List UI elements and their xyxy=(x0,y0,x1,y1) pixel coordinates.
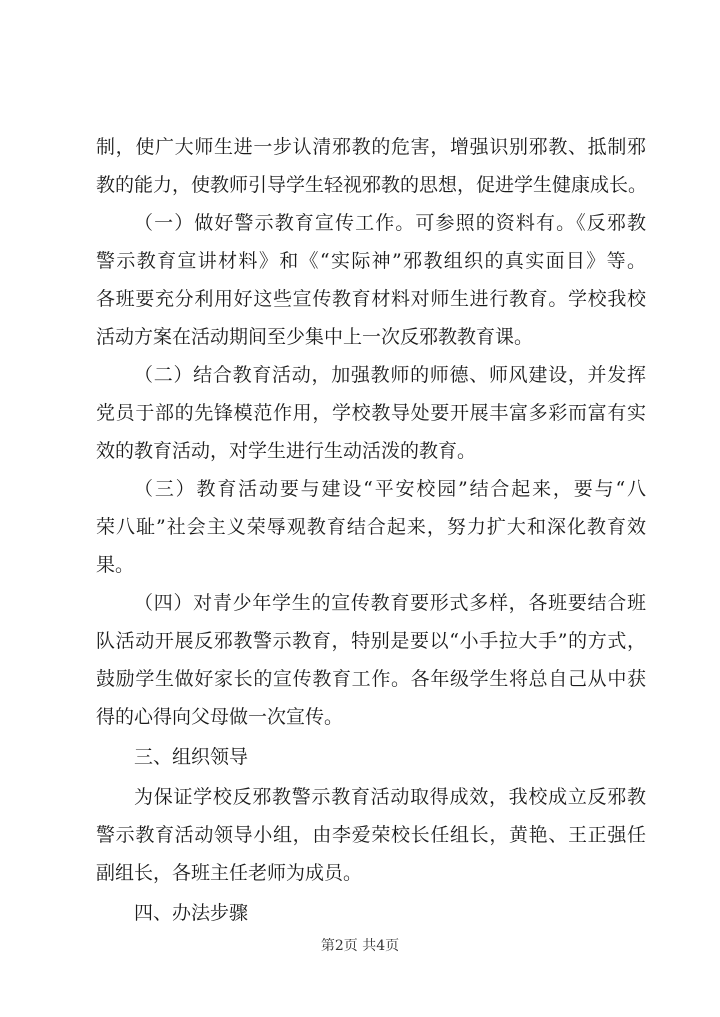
paragraph-first-line: （一）做好警示教育宣传工作。可参照的资料有。《反邪教 xyxy=(134,212,646,234)
body-line: 得的心得向父母做一次宣传。 xyxy=(96,706,344,728)
body-line: 活动方案在活动期间至少集中上一次反邪教教育课。 xyxy=(96,326,534,348)
body-line: 鼓励学生做好家长的宣传教育工作。各年级学生将总自己从中获 xyxy=(96,668,646,690)
section-heading: 四、办法步骤 xyxy=(134,902,249,924)
document-body xyxy=(96,128,646,934)
paragraph-first-line: （二）结合教育活动，加强教师的师德、师风建设，并发挥 xyxy=(134,364,646,386)
section-heading: 三、组织领导 xyxy=(134,746,249,768)
body-line: 副组长，各班主任老师为成员。 xyxy=(96,862,363,884)
body-line: 队活动开展反邪教警示教育，特别是要以“小手拉大手”的方式， xyxy=(96,630,646,652)
paragraph-first-line: （四）对青少年学生的宣传教育要形式多样，各班要结合班 xyxy=(134,592,646,614)
paragraph-first-line: 为保证学校反邪教警示教育活动取得成效，我校成立反邪教 xyxy=(134,786,646,808)
paragraph-first-line: （三）教育活动要与建设“平安校园”结合起来，要与“八 xyxy=(134,478,646,500)
body-line: 教的能力，使教师引导学生轻视邪教的思想，促进学生健康成长。 xyxy=(96,174,648,196)
body-line: 党员于部的先锋模范作用，学校教导处要开展丰富多彩而富有实 xyxy=(96,402,646,424)
body-line: 果。 xyxy=(96,554,135,576)
body-line: 警示教育宣讲材料》和《“实际神”邪教组织的真实面目》等。 xyxy=(96,250,646,272)
body-line: 各班要充分利用好这些宣传教育材料对师生进行教育。学校我校 xyxy=(96,288,646,310)
page-number: 第2页 共4页 xyxy=(320,938,400,954)
body-line: 效的教育活动，对学生进行生动活泼的教育。 xyxy=(96,440,477,462)
body-line: 警示教育活动领导小组，由李爱荣校长任组长，黄艳、王正强任 xyxy=(96,824,646,846)
body-line: 制，使广大师生进一步认清邪教的危害，增强识别邪教、抵制邪 xyxy=(96,136,646,158)
body-line: 荣八耻”社会主义荣辱观教育结合起来，努力扩大和深化教育效 xyxy=(96,516,646,538)
